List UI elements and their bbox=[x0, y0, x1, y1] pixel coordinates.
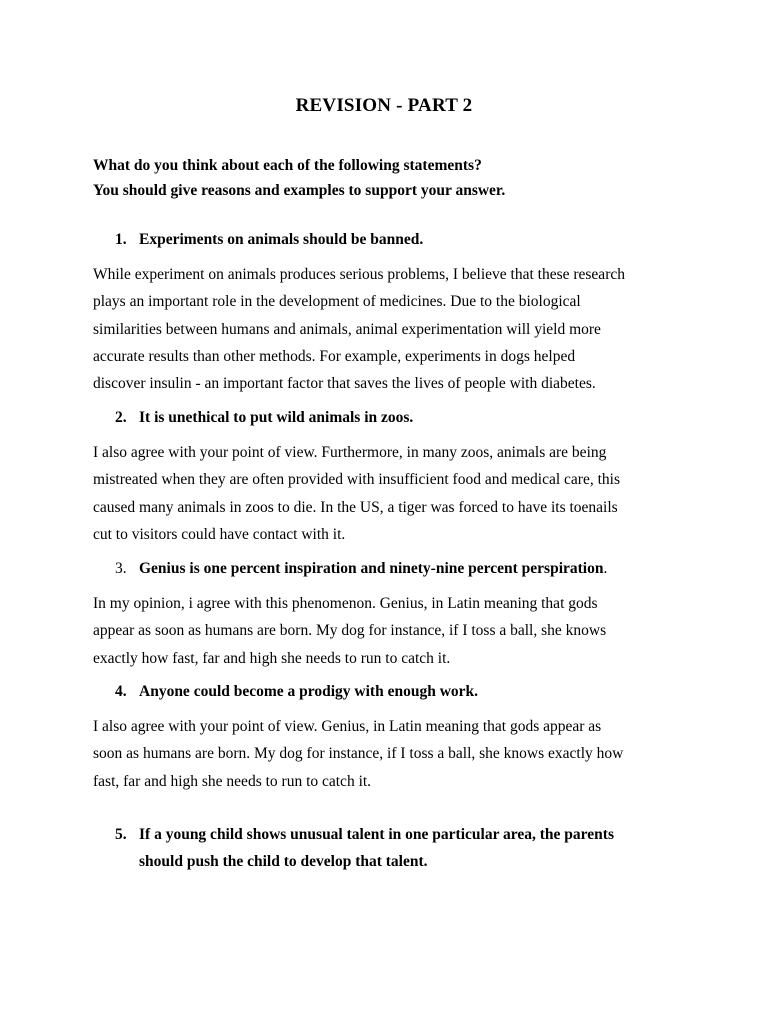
answer-line: plays an important role in the development of medicines. Due to the biological bbox=[93, 293, 581, 311]
question-text: It is unethical to put wild animals in zoos. bbox=[139, 409, 414, 426]
question-period: . bbox=[603, 560, 608, 577]
question-number: 5. bbox=[115, 826, 127, 843]
answer-line: While experiment on animals produces serious problems, I believe that these research bbox=[93, 266, 625, 283]
answer-line: In my opinion, i agree with this phenomenon. Genius, in Latin meaning that gods bbox=[93, 595, 598, 612]
answer-2 bbox=[93, 439, 675, 548]
instruction-line-1: What do you think about each of the following statements? bbox=[93, 157, 482, 174]
answer-4 bbox=[93, 713, 675, 795]
question-text: Genius is one percent inspiration and ninety-nine percent perspiration bbox=[139, 560, 604, 577]
question-4 bbox=[115, 678, 675, 705]
question-3 bbox=[115, 555, 675, 582]
question-number: 3. bbox=[115, 560, 127, 577]
answer-line: appear as soon as humans are born. My dog for instance, if I toss a ball, she knows bbox=[93, 622, 607, 640]
question-5 bbox=[115, 821, 675, 875]
question-number: 4. bbox=[115, 683, 127, 700]
question-1 bbox=[115, 226, 675, 253]
answer-line: I also agree with your point of view. Genius, in Latin meaning that gods appear as bbox=[93, 718, 602, 735]
answer-line: cut to visitors could have contact with it. bbox=[93, 525, 346, 543]
answer-1 bbox=[93, 261, 675, 397]
question-text-wrapper bbox=[139, 555, 675, 582]
page-title: REVISION - PART 2 bbox=[295, 95, 473, 116]
question-text-line: should push the child to develop that talent. bbox=[139, 853, 428, 870]
instruction-line-2: You should give reasons and examples to support your answer. bbox=[93, 182, 506, 199]
answer-line: similarities between humans and animals, animal experimentation will yield more bbox=[93, 320, 601, 338]
question-2 bbox=[115, 404, 675, 431]
answer-line: soon as humans are born. My dog for instance, if I toss a ball, she knows exactly how bbox=[93, 745, 624, 763]
answer-line: I also agree with your point of view. Furthermore, in many zoos, animals are being bbox=[93, 444, 607, 461]
question-text: Anyone could become a prodigy with enough work. bbox=[139, 683, 479, 700]
answer-line: accurate results than other methods. For example, experiments in dogs helped bbox=[93, 347, 576, 365]
question-number: 1. bbox=[115, 231, 127, 248]
instructions bbox=[93, 153, 673, 203]
answer-line: exactly how fast, far and high she needs to run to catch it. bbox=[93, 649, 451, 667]
question-text-wrapper bbox=[139, 821, 675, 875]
answer-line: fast, far and high she needs to run to catch it. bbox=[93, 772, 372, 790]
answer-line: caused many animals in zoos to die. In the US, a tiger was forced to have its toenails bbox=[93, 498, 618, 516]
answer-line: discover insulin - an important factor that saves the lives of people with diabetes. bbox=[93, 375, 596, 393]
question-number: 2. bbox=[115, 409, 127, 426]
answer-3 bbox=[93, 590, 675, 672]
question-text: Experiments on animals should be banned. bbox=[139, 231, 424, 248]
question-text-line: If a young child shows unusual talent in one particular area, the parents bbox=[139, 826, 614, 843]
answer-line: mistreated when they are often provided with insufficient food and medical care, this bbox=[93, 471, 620, 489]
